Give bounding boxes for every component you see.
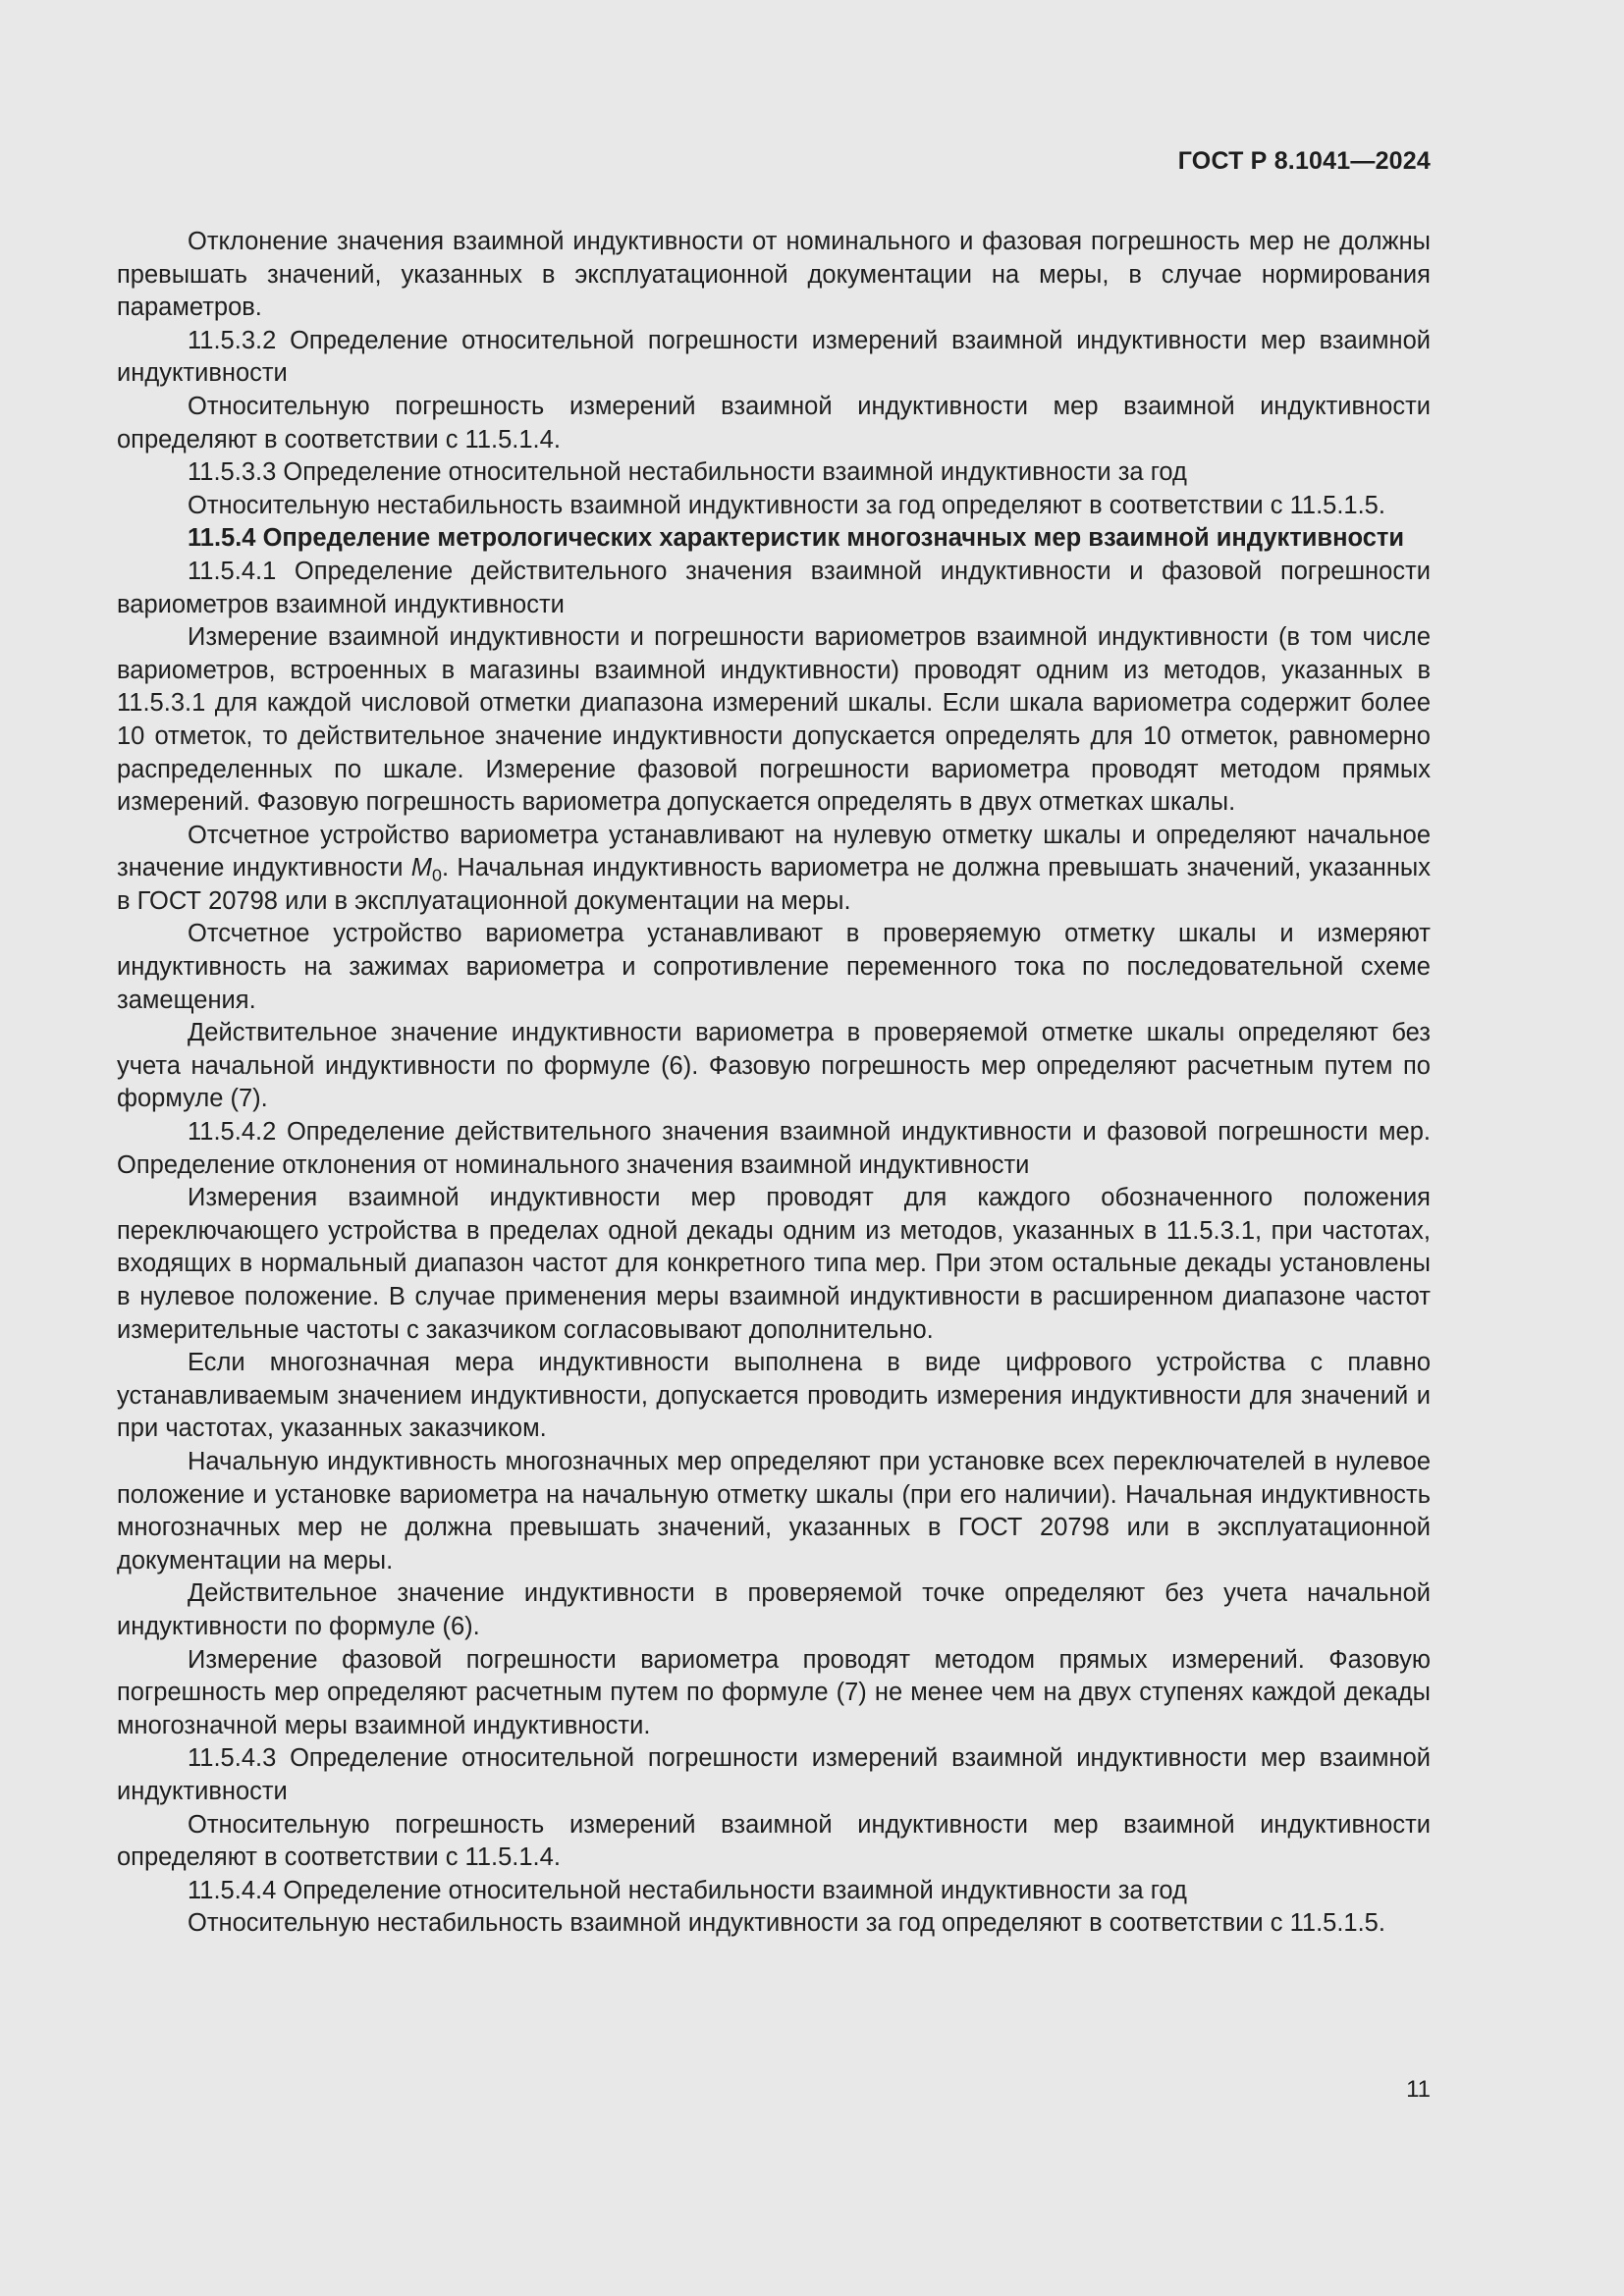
paragraph: Отсчетное устройство вариометра устанавливают в проверяемую отметку шкалы и измеряют индуктивность на зажимах вариометра и сопротивление переменного тока по последовательной схеме замещения. [117,920,1431,1014]
paragraph-text-before: Отсчетное устройство вариометра устанавливают на нулевую отметку шкалы и определяют начальное значение индуктивности [117,821,1431,882]
paragraph: Начальную индуктивность многозначных мер определяют при установке всех переключателей в нулевое положение и установке вариометра на начальную отметку шкалы (при его наличии). Начальная индуктивность многозначных мер не должна превышать значений, указанных в ГОСТ 20798 или в эксплуатационной документации на меры. [117,1447,1431,1575]
subsection-heading: 11.5.4.4 Определение относительной нестабильности взаимной индуктивности за год [188,1876,1187,1904]
document-body [117,226,1431,1941]
paragraph: Относительную нестабильность взаимной индуктивности за год определяют в соответствии с 11.5.1.5. [188,1909,1385,1938]
document-header: ГОСТ Р 8.1041—2024 [1177,147,1431,175]
paragraph: Если многозначная мера индуктивности выполнена в виде цифрового устройства с плавно устанавливаемым значением индуктивности, допускается проводить измерения индуктивности для значений и при частотах, указанных заказчиком. [117,1349,1431,1443]
paragraph: Действительное значение индуктивности вариометра в проверяемой отметке шкалы определяют без учета начальной индуктивности по формуле (6). Фазовую погрешность мер определяют расчетным путем по формуле (7). [117,1019,1431,1113]
paragraph-with-formula-symbol [117,820,1431,919]
paragraph: Относительную погрешность измерений взаимной индуктивности мер взаимной индуктивности определяют в соответствии с 11.5.1.4. [117,1810,1431,1872]
paragraph: Измерение взаимной индуктивности и погрешности вариометров взаимной индуктивности (в том числе вариометров, встроенных в магазины взаимной индуктивности) проводят одним из методов, указанных в 11.5.3.1 для каждой числовой отметки диапазона измерений шкалы. Если шкала вариометра содержит более 10 отметок, то действительное значение индуктивности допускается определять для 10 отметок, равномерно распределенных по шкале. Измерение фазовой погрешности вариометра проводят методом прямых измерений. Фазовую погрешность вариометра допускается определять в двух отметках шкалы. [117,623,1431,817]
paragraph: Отклонение значения взаимной индуктивности от номинального и фазовая погрешность мер не должны превышать значений, указанных в эксплуатационной документации на меры, в случае нормирования параметров. [117,228,1431,322]
paragraph: Относительную погрешность измерений взаимной индуктивности мер взаимной индуктивности определяют в соответствии с 11.5.1.4. [117,392,1431,454]
paragraph: Действительное значение индуктивности в проверяемой точке определяют без учета начальной индуктивности по формуле (6). [117,1579,1431,1640]
subsection-heading: 11.5.3.3 Определение относительной нестабильности взаимной индуктивности за год [188,458,1187,487]
subsection-heading: 11.5.3.2 Определение относительной погрешности измерений взаимной индуктивности мер взаимной индуктивности [117,326,1431,388]
variable-subscript: 0 [432,865,442,885]
paragraph: Измерения взаимной индуктивности мер проводят для каждого обозначенного положения переключающего устройства в пределах одной декады одним из методов, указанных в 11.5.3.1, при частотах, входящих в нормальный диапазон частот для конкретного типа мер. При этом остальные декады установлены в нулевое положение. В случае применения меры взаимной индуктивности в расширенном диапазоне частот измерительные частоты с заказчиком согласовывают дополнительно. [117,1184,1431,1344]
subsection-heading: 11.5.4.2 Определение действительного значения взаимной индуктивности и фазовой погрешности мер. Определение отклонения от номинального значения взаимной индуктивности [117,1118,1431,1179]
paragraph-text-after: . Начальная индуктивность вариометра не должна превышать значений, указанных в ГОСТ 20798 или в эксплуатационной документации на меры. [117,854,1431,915]
section-heading: 11.5.4 Определение метрологических характеристик многозначных мер взаимной индуктивности [188,524,1405,553]
subsection-heading: 11.5.4.3 Определение относительной погрешности измерений взаимной индуктивности мер взаимной индуктивности [117,1744,1431,1805]
paragraph: Измерение фазовой погрешности вариометра проводят методом прямых измерений. Фазовую погрешность мер определяют расчетным путем по формуле (7) не менее чем на двух ступенях каждой декады многозначной меры взаимной индуктивности. [117,1645,1431,1739]
paragraph: Относительную нестабильность взаимной индуктивности за год определяют в соответствии с 11.5.1.5. [188,491,1385,519]
subsection-heading: 11.5.4.1 Определение действительного значения взаимной индуктивности и фазовой погрешности вариометров взаимной индуктивности [117,557,1431,618]
page-number: 11 [1406,2076,1431,2103]
variable-symbol: M [410,854,433,882]
